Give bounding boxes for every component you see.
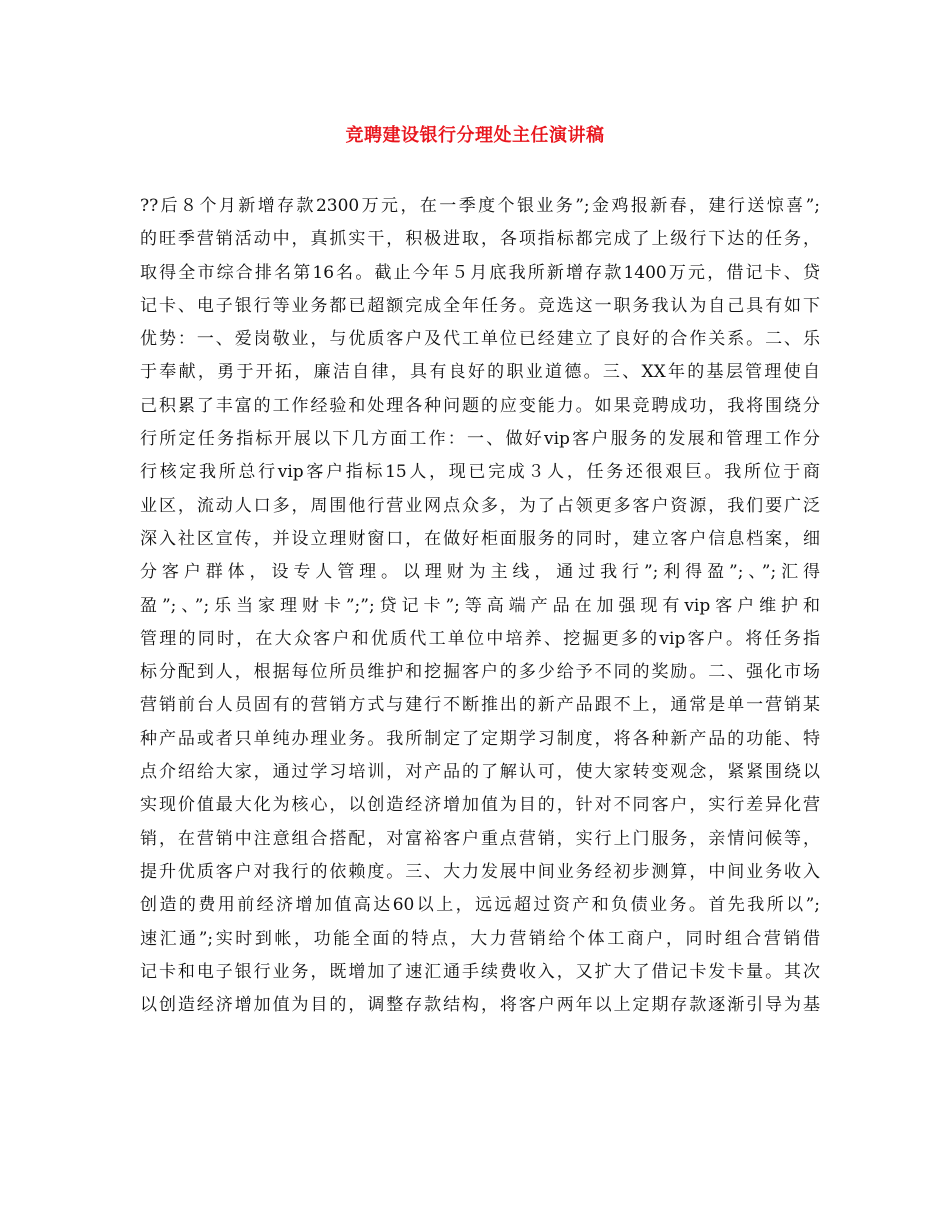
body-text-line: 创造的费用前经济增加值高达60以上，远远超过资产和负债业务。首先我所以”; [140,895,820,916]
body-text-line: 营销前台人员固有的营销方式与建行不断推出的新产品跟不上，通常是单一营销某 [140,695,820,716]
body-text-line: 种产品或者只单纯办理业务。我所制定了定期学习制度，将各种新产品的功能、特 [140,728,820,749]
body-text-line: 点介绍给大家，通过学习培训，对产品的了解认可，使大家转变观念，紧紧围绕以 [140,762,820,783]
body-text-line: 管理的同时，在大众客户和优质代工单位中培养、挖掘更多的vip客户。将任务指 [140,628,820,649]
body-text-line: 记卡、电子银行等业务都已超额完成全年任务。竞选这一职务我认为自己具有如下 [140,295,820,316]
body-text-line: 于奉献，勇于开拓，廉洁自律，具有良好的职业道德。三、XX年的基层管理使自 [140,362,820,383]
document-body [140,190,820,1022]
body-text-line: 实现价值最大化为核心，以创造经济增加值为目的，针对不同客户，实行差异化营 [140,795,820,816]
body-text-line: 分客户群体，设专人管理。以理财为主线，通过我行”;利得盈”;、”;汇得 [140,562,820,583]
body-text-line: 提升优质客户对我行的依赖度。三、大力发展中间业务经初步测算，中间业务收入 [140,861,820,882]
body-text-line: 行核定我所总行vip客户指标15人，现已完成３人，任务还很艰巨。我所位于商 [140,462,820,483]
body-text-line: 业区，流动人口多，周围他行营业网点众多，为了占领更多客户资源，我们要广泛 [140,495,820,516]
body-text-line: 取得全市综合排名第16名。截止今年５月底我所新增存款1400万元，借记卡、贷 [140,262,820,283]
body-text-line: 销，在营销中注意组合搭配，对富裕客户重点营销，实行上门服务，亲情问候等， [140,828,820,849]
body-text-line: 己积累了丰富的工作经验和处理各种问题的应变能力。如果竞聘成功，我将围绕分 [140,395,820,416]
body-text-line: 深入社区宣传，并设立理财窗口，在做好柜面服务的同时，建立客户信息档案，细 [140,528,820,549]
body-text-line: 记卡和电子银行业务，既增加了速汇通手续费收入，又扩大了借记卡发卡量。其次 [140,961,820,982]
body-text-line: 速汇通”;实时到帐，功能全面的特点，大力营销给个体工商户，同时组合营销借 [140,928,820,949]
document-title: 竞聘建设银行分理处主任演讲稿 [345,125,605,146]
body-text-line: 的旺季营销活动中，真抓实干，积极进取，各项指标都完成了上级行下达的任务， [140,229,820,250]
body-text-line: ??后８个月新增存款2300万元，在一季度个银业务”;金鸡报新春，建行送惊喜”; [140,196,820,216]
body-text-line: 优势：一、爱岗敬业，与优质客户及代工单位已经建立了良好的合作关系。二、乐 [140,329,820,350]
body-text-line: 以创造经济增加值为目的，调整存款结构，将客户两年以上定期存款逐渐引导为基 [140,995,820,1016]
body-text-line: 行所定任务指标开展以下几方面工作：一、做好vip客户服务的发展和管理工作分 [140,429,820,450]
body-text-line: 盈”;、”;乐当家理财卡”;”;贷记卡”;等高端产品在加强现有vip客户维护和 [140,595,820,616]
body-text-line: 标分配到人，根据每位所员维护和挖掘客户的多少给予不同的奖励。二、强化市场 [140,662,820,683]
